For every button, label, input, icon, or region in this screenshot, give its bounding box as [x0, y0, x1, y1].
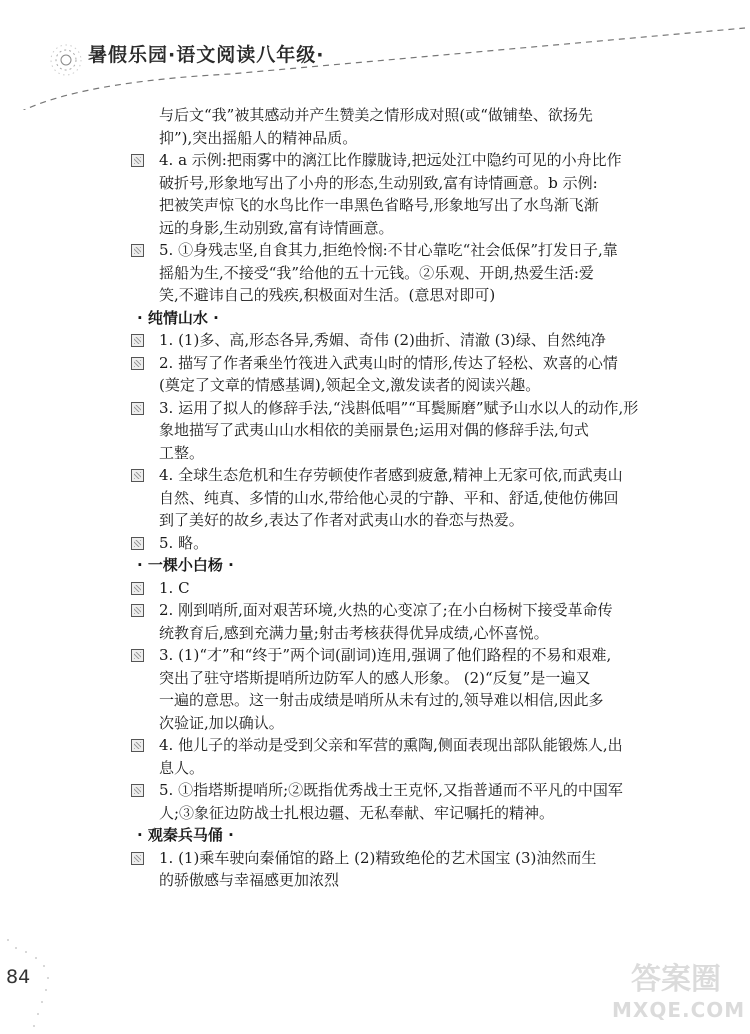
text-line: 3. 运用了拟人的修辞手法,“浅斟低唱”“耳鬓厮磨”赋予山水以人的动作,形 — [159, 398, 639, 417]
checkbox-icon — [131, 154, 144, 167]
text-line: 把被笑声惊飞的水鸟比作一串黑色省略号,形象地写出了水鸟渐飞渐 — [159, 196, 599, 214]
checkbox-icon — [131, 582, 144, 595]
text-line: 与后文“我”被其感动并产生赞美之情形成对照(或“做铺垫、欲扬先 — [159, 106, 593, 124]
text-line: 笑,不避讳自己的残疾,积极面对生活。(意思对即可) — [159, 286, 496, 304]
answer-item — [127, 329, 672, 352]
answer-item — [127, 464, 672, 532]
text-line: 工整。 — [159, 443, 205, 462]
answer-item — [127, 734, 672, 779]
answer-item — [127, 239, 672, 307]
answer-item — [127, 599, 672, 644]
watermark-logo — [612, 962, 746, 1026]
text-line: 自然、纯真、多情的山水,带给他心灵的宁静、平和、舒适,使他仿佛回 — [159, 488, 619, 507]
header-title: 暑假乐园·语文阅读八年级· — [88, 44, 325, 66]
checkbox-icon — [131, 537, 144, 550]
answer-item — [127, 532, 672, 555]
text-line: 的骄傲感与幸福感更加浓烈 — [159, 871, 340, 889]
text-line: 3. (1)“才”和“终于”两个词(副词)连用,强调了他们路程的不易和艰难, — [159, 646, 612, 664]
checkbox-icon — [131, 244, 144, 257]
answer-content — [127, 104, 672, 892]
answer-continuation — [127, 104, 672, 149]
answer-item — [127, 644, 672, 734]
answer-item — [127, 577, 672, 600]
watermark-main-text: 答案圈 — [631, 962, 721, 997]
section-heading — [127, 554, 672, 577]
page-number: 84 — [6, 966, 31, 988]
checkbox-icon — [131, 784, 144, 797]
answer-item — [127, 397, 672, 465]
text-line: 人;③象征边防战士扎根边疆、无私奉献、牢记嘱托的精神。 — [159, 803, 555, 822]
text-line: 1. (1)多、高,形态各异,秀媚、奇伟 (2)曲折、清澈 (3)绿、自然纯净 — [159, 331, 606, 349]
section-heading — [127, 824, 672, 847]
checkbox-icon — [131, 739, 144, 752]
text-line: · 纯情山水 · — [137, 308, 219, 327]
text-line: 抑”),突出摇船人的精神品质。 — [159, 128, 358, 147]
answer-item — [127, 779, 672, 824]
answer-item — [127, 149, 672, 239]
text-line: 远的身影,生动别致,富有诗情画意。 — [159, 218, 394, 237]
checkbox-icon — [131, 469, 144, 482]
text-line: · 观秦兵马俑 · — [137, 826, 234, 844]
page-header — [0, 0, 750, 110]
text-line: 1. (1)乘车驶向秦俑馆的路上 (2)精致绝伦的艺术国宝 (3)油然而生 — [159, 848, 597, 867]
answer-item — [127, 352, 672, 397]
checkbox-icon — [131, 357, 144, 370]
text-line: 象地描写了武夷山山水相依的美丽景色;运用对偶的修辞手法,句式 — [159, 421, 589, 439]
text-line: 次验证,加以确认。 — [159, 713, 284, 732]
text-line: 1. C — [159, 578, 190, 597]
text-line: 5. ①指塔斯提哨所;②既指优秀战士王克怀,又指普通而不平凡的中国军 — [159, 781, 623, 799]
checkbox-icon — [131, 852, 144, 865]
text-line: 统教育后,感到充满力量;射击考核获得优异成绩,心怀喜悦。 — [159, 623, 549, 642]
text-line: 一遍的意思。这一射击成绩是哨所从未有过的,领导难以相信,因此多 — [159, 691, 604, 709]
checkbox-icon — [131, 604, 144, 617]
text-line: 突出了驻守塔斯提哨所边防军人的感人形象。 (2)“反复”是一遍又 — [159, 668, 591, 687]
checkbox-icon — [131, 649, 144, 662]
checkbox-icon — [131, 334, 144, 347]
sun-icon — [51, 45, 81, 75]
text-line: · 一棵小白杨 · — [137, 556, 234, 574]
text-line: (奠定了文章的情感基调),领起全文,激发读者的阅读兴趣。 — [159, 376, 541, 394]
answer-item — [127, 847, 672, 892]
text-line: 到了美好的故乡,表达了作者对武夷山水的眷恋与热爱。 — [159, 511, 524, 529]
text-line: 2. 刚到哨所,面对艰苦环境,火热的心变凉了;在小白杨树下接受革命传 — [159, 601, 613, 619]
text-line: 4. 全球生态危机和生存劳顿使作者感到疲惫,精神上无家可依,而武夷山 — [159, 466, 623, 484]
checkbox-icon — [131, 402, 144, 415]
text-line: 息人。 — [159, 758, 205, 777]
text-line: 4. 他儿子的举动是受到父亲和军营的熏陶,侧面表现出部队能锻炼人,出 — [159, 736, 623, 754]
text-line: 4. a 示例:把雨雾中的漓江比作朦胧诗,把远处江中隐约可见的小舟比作 — [159, 151, 622, 169]
text-line: 2. 描写了作者乘坐竹筏进入武夷山时的情形,传达了轻松、欢喜的心情 — [159, 353, 618, 372]
section-heading — [127, 307, 672, 330]
text-line: 摇船为生,不接受“我”给他的五十元钱。②乐观、开朗,热爱生活:爱 — [159, 263, 594, 282]
text-line: 破折号,形象地写出了小舟的形态,生动别致,富有诗情画意。b 示例: — [159, 173, 598, 192]
text-line: 5. 略。 — [159, 533, 209, 552]
watermark-sub-text: MXQE.COM — [612, 998, 746, 1022]
text-line: 5. ①身残志坚,自食其力,拒绝怜悯:不甘心靠吃“社会低保”打发日子,靠 — [159, 241, 618, 259]
